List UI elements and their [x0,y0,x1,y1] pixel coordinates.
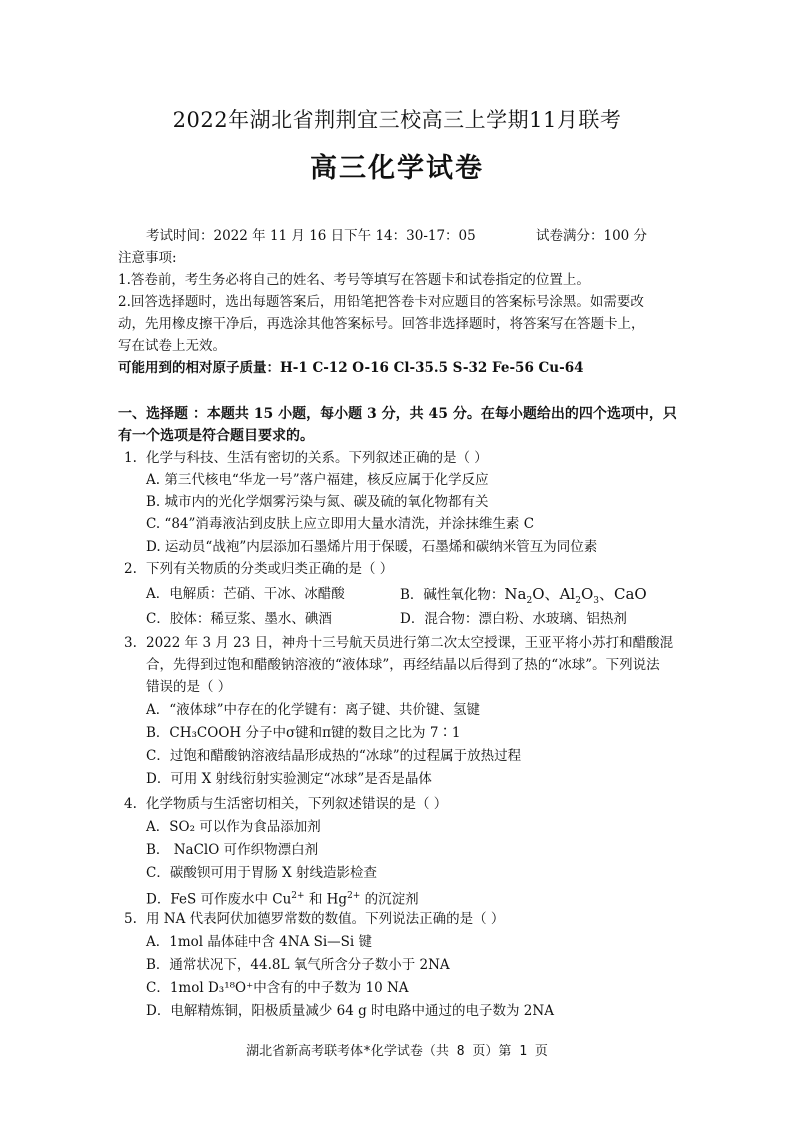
q5-option-c: C．1mol D₃¹⁸O⁺中含有的中子数为 10 NA [146,980,409,996]
q5-option-b: B．通常状况下，44.8L 氧气所含分子数小于 2NA [146,957,450,973]
note-item-2-line-2: 动，先用橡皮擦干净后，再选涂其他答案标号。回答非选择题时，将答案写在答题卡上， [118,316,645,332]
q4-option-a: A．SO₂ 可以作为食品添加剂 [146,819,321,835]
q2-option-b: B．碱性氧化物：$Na_2O$、$Al_2O_3$、CaO [400,585,647,606]
question-stem: 用 NA 代表阿伏加德罗常数的数值。下列说法正确的是（ ） [146,911,505,927]
q1-option-a: A. 第三代核电“华龙一号”落户福建，核反应属于化学反应 [146,472,489,488]
question-stem: 下列有关物质的分类或归类正确的是（ ） [146,561,394,577]
q4-option-d: D．FeS 可作废水中 $Cu^{2+}$ 和 $Hg^{2+}$ 的沉淀剂 [146,891,419,908]
q2-option-d: D．混合物：漂白粉、水玻璃、铝热剂 [400,611,627,627]
question-3 [124,633,673,653]
question-2 [124,559,393,579]
q1-option-c: C. “84”消毒液沾到皮肤上应立即用大量水清洗，并涂抹维生素 C [146,516,535,532]
q3-option-c: C．过饱和醋酸钠溶液结晶形成热的“冰球”的过程属于放热过程 [146,748,522,764]
atomic-masses: 可能用到的相对原子质量：H-1 C-12 O-16 Cl-35.5 S-32 Fe-56 Cu-64 [118,360,584,376]
page-footer: 湖北省新高考联考体*化学试卷（共 8 页）第 1 页 [246,1044,548,1059]
exam-title: 2022年湖北省荆荆宜三校高三上学期11月联考 [172,108,622,132]
section-1-line-2: 有一个选项是符合题目要求的。 [118,428,314,444]
section-1-line-1: 一、选择题 ：本题共 15 小题，每小题 3 分，共 45 分。在每小题给出的四个选项中，只 [118,406,677,422]
q5-option-a: A．1mol 晶体硅中含 4NA Si—Si 键 [146,934,373,950]
q4-option-b: B． NaClO 可作织物漂白剂 [146,842,319,858]
q2-option-a: A．电解质：芒硝、干冰、冰醋酸 [146,586,345,602]
question-stem: 化学与科技、生活有密切的关系。下列叙述正确的是（ ） [146,450,488,466]
q3-option-d: D．可用 X 射线衍射实验测定“冰球”是否是晶体 [146,771,432,787]
q3-stem-line-2: 合，先得到过饱和醋酸钠溶液的“液体球”，再经结晶以后得到了热的“冰球”。下列说法 [146,657,660,673]
question-number: 5. [124,911,137,927]
question-4 [124,794,447,814]
q5-option-d: D．电解精炼铜，阳极质量减少 64 g 时电路中通过的电子数为 2NA [146,1003,554,1019]
q1-option-d: D. 运动员“战袍”内层添加石墨烯片用于保暖，石墨烯和碳纳米管互为同位素 [146,539,598,555]
question-stem: 化学物质与生活密切相关，下列叙述错误的是（ ） [146,796,448,812]
note-item-2-line-1: 2.回答选择题时，选出每题答案后，用铅笔把答卷卡对应题目的答案标号涂黑。如需要改 [118,294,644,310]
q3-option-b: B．CH₃COOH 分子中σ键和π键的数目之比为 7∶1 [146,725,461,741]
q2-option-c: C．胶体：稀豆浆、墨水、碘酒 [146,611,332,627]
q4-option-c: C．碳酸钡可用于胃肠 X 射线造影检查 [146,865,378,881]
note-item-1: 1.答卷前，考生务必将自己的姓名、考号等填写在答题卡和试卷指定的位置上。 [118,272,590,288]
question-number: 1. [124,450,137,466]
exam-subtitle: 高三化学试卷 [310,153,484,184]
question-number: 2. [124,561,137,577]
exam-time: 考试时间：2022 年 11 月 16 日下午 14：30-17：05 [146,228,476,244]
question-stem: 2022 年 3 月 23 日，神舟十三号航天员进行第二次太空授课，王亚平将小苏打和醋酸混 [146,635,674,651]
q1-option-b: B. 城市内的光化学烟雾污染与氮、碳及硫的氧化物都有关 [146,494,489,510]
q3-stem-line-3: 错误的是（ ） [146,679,232,695]
question-1 [124,448,488,468]
question-number: 3. [124,635,137,651]
note-item-2-line-3: 写在试卷上无效。 [118,338,226,354]
q3-option-a: A．“液体球”中存在的化学键有：离子键、共价键、氢键 [146,702,481,718]
notes-heading: 注意事项: [118,250,177,266]
exam-score: 试卷满分：100 分 [536,228,648,244]
question-number: 4. [124,796,137,812]
question-5 [124,909,504,929]
